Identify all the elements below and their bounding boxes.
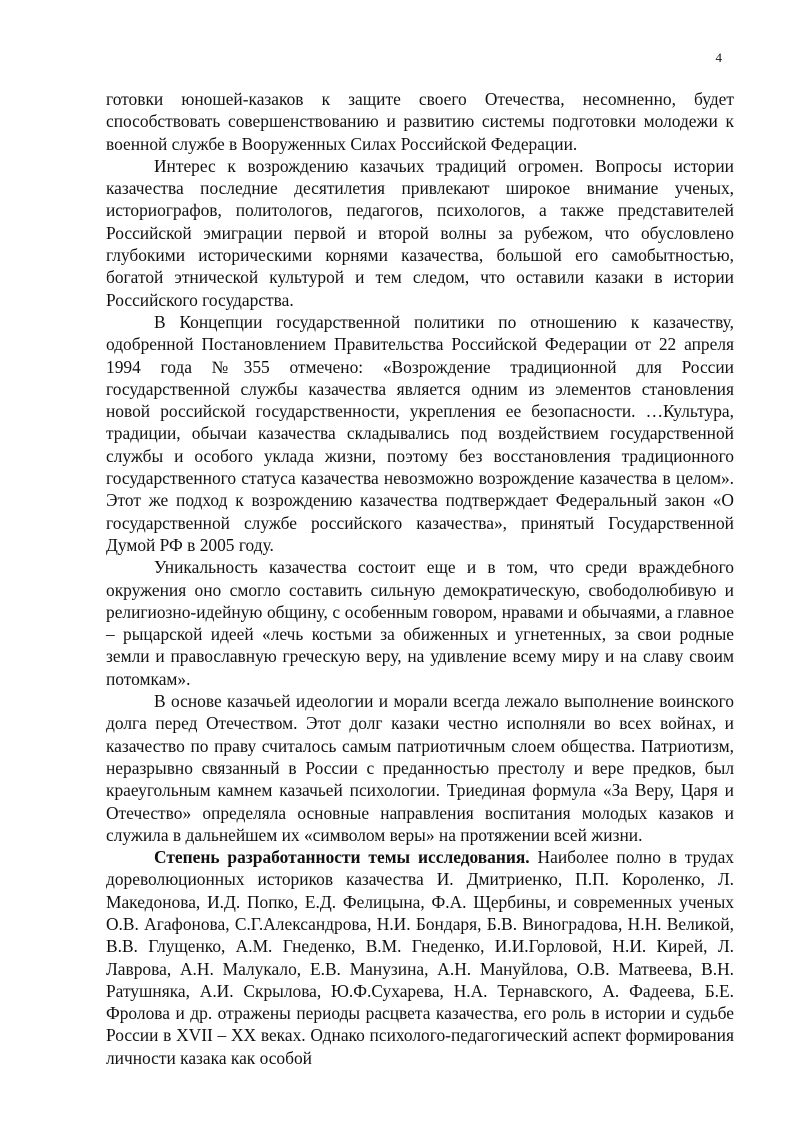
paragraph-ideology	[106, 690, 734, 846]
paragraph-text: Уникальность казачества состоит еще и в том, что среди враждебного окружения оно смогло составить сильную демократическую, свободолюбивую и религиозно-идейную общину, с особенным говором, нравами и обычаями, а главное – рыцарской идеей «лечь костьми за обиженных и угнетенных, за свои родные земли и православную греческую веру, на удивление всему миру и на славу своим потомкам».	[106, 557, 734, 689]
paragraph-text: готовки юношей-казаков к защите своего Отечества, несомненно, будет способствовать совершенствованию и развитию системы подготовки молодежи к военной службе в Вооруженных Силах Российской Федерации.	[106, 89, 734, 154]
paragraph-research-degree	[106, 846, 734, 1069]
paragraph-concept	[106, 311, 734, 556]
paragraph-text: Интерес к возрождению казачьих традиций огромен. Вопросы истории казачества последние десятилетия привлекают широкое внимание ученых, историографов, политологов, педагогов, психологов, а также представителей Российской эмиграции первой и второй волны за рубежом, что обусловлено глубокими историческими корнями казачества, большой его самобытностью, богатой этнической культурой и тем следом, что оставили казаки в истории Российского государства.	[106, 155, 734, 310]
page-number: 4	[715, 50, 722, 65]
paragraph-text: В основе казачьей идеологии и морали всегда лежало выполнение воинского долга перед Отечеством. Этот долг казаки честно исполняли во всех войнах, и казачество по праву считалось самым патриотичным слоем общества. Патриотизм, неразрывно связанный в России с преданностью престолу и вере предков, был краеугольным камнем казачьей психологии. Триединая формула «За Веру, Царя и Отечество» определяла основные направления воспитания молодых казаков и служила в дальнейшем их «символом веры» на протяжении всей жизни.	[106, 691, 734, 845]
paragraph-uniqueness	[106, 556, 734, 690]
paragraph-text: Наиболее полно в трудах дореволюционных историков казачества И. Дмитриенко, П.П. Короленко, Л. Македонова, И.Д. Попко, Е.Д. Фелицына, Ф.А. Щербины, и современных ученых О.В. Агафонова, С.Г.Александрова, Н.И. Бондаря, Б.В. Виноградова, Н.Н. Великой, В.В. Глущенко, А.М. Гнеденко, В.М. Гнеденко, И.И.Горловой, Н.И. Кирей, Л. Лаврова, А.Н. Малукало, Е.В. Манузина, А.Н. Мануйлова, О.В. Матвеева, В.Н. Ратушняка, А.И. Скрылова, Ю.Ф.Сухарева, Н.А. Тернавского, А. Фадеева, Б.Е. Фролова и др. отражены периоды расцвета казачества, его роль в истории и судьбе России в XVII – XX веках. Однако психолого-педагогический аспект формирования личности казака как особой	[106, 847, 734, 1068]
paragraph-text: В Концепции государственной политики по отношению к казачеству, одобренной Постановлением Правительства Российской Федерации от 22 апреля 1994 года №355 отмечено: «Возрождение традиционной для России государственной службы казачества является одним из элементов становления новой российской государственности, укрепления ее безопасности. …Культура, традиции, обычаи казачества складывались под воздействием государственной службы и особого уклада жизни, поэтому без восстановления традиционного государственного статуса казачества невозможно возрождение казачества в целом». Этот же подход к возрождению казачества подтверждает Федеральный закон «О государственной службе российского казачества», принятый Государственной Думой РФ в 2005 году.	[106, 311, 734, 555]
paragraph-interest	[106, 155, 734, 311]
document-body	[106, 88, 734, 1069]
paragraph-continuation	[106, 88, 734, 155]
paragraph-lead-heading: Степень разработанности темы исследования.	[154, 847, 530, 868]
